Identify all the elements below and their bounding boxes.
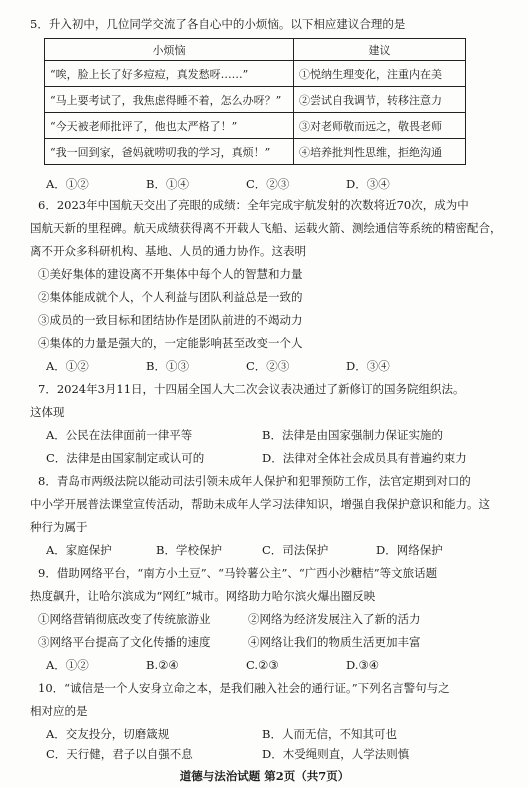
q6-statement: ①美好集体的建设离不开集体中每个人的智慧和力量 <box>38 267 303 281</box>
q8-option-d: D．网络保护 <box>376 543 443 557</box>
q8-option-c: C．司法保护 <box>262 543 329 557</box>
q7-option-a: A．公民在法律面前一律平等 <box>46 428 193 442</box>
q10-stem-line: 相对应的是 <box>30 704 88 718</box>
table-cell: ②尝试自我调节，转移注意力 <box>294 87 466 113</box>
q5-table <box>44 38 466 165</box>
table-row <box>45 139 466 165</box>
table-cell: ③对老师敬而远之，敬畏老师 <box>294 113 466 139</box>
table-cell: ①悦纳生理变化，注重内在美 <box>294 61 466 87</box>
q9-statement: ①网络营销彻底改变了传统旅游业 <box>38 612 211 626</box>
q6-stem-line: 离不开众多科研机构、基地、人员的通力协作。这表明 <box>30 244 306 258</box>
q9-option-b: B.②④ <box>146 658 179 672</box>
q10-option-d: D．木受绳则直，人学法则慎 <box>262 747 410 761</box>
q6-option-c: C．②③ <box>246 359 290 373</box>
q9-statement: ④网络让我们的物质生活更加丰富 <box>248 635 421 649</box>
table-cell: “唉，脸上长了好多痘痘，真发愁呀……” <box>45 61 294 87</box>
q6-option-b: B．①③ <box>146 359 189 373</box>
table-cell: “我一回到家，爸妈就唠叨我的学习，真烦！” <box>45 139 294 165</box>
q7-option-c: C．法律是由国家制定或认可的 <box>46 451 205 465</box>
table-header-row <box>45 39 466 61</box>
q9-stem-line: 热度飙升，让哈尔滨成为“网红”城市。网络助力哈尔滨火爆出圈反映 <box>30 589 376 603</box>
table-row <box>45 87 466 113</box>
q8-stem-line: 中小学开展普法课堂宣传活动，帮助未成年人学习法律知识，增强自我保护意识和能力。这 <box>30 497 490 511</box>
page-footer: 道德与法治试题 第2页（共7页） <box>179 769 350 783</box>
q5-stem: 5．升入初中，几位同学交流了各自心中的小烦恼。以下相应建议合理的是 <box>30 17 406 31</box>
q10-option-b: B．人而无信，不知其可也 <box>262 727 397 741</box>
q9-option-d: D.③④ <box>346 658 380 672</box>
q5-option-c: C．②③ <box>246 177 290 191</box>
q9-option-a: A．①② <box>46 658 89 672</box>
q10-option-a: A．交友投分，切磨箴规 <box>46 727 170 741</box>
q8-stem-line: 种行为属于 <box>30 520 88 534</box>
q5-option-b: B．①④ <box>146 177 189 191</box>
q9-statement: ②网络为经济发展注入了新的活力 <box>248 612 421 626</box>
q6-stem-line: 国航天新的里程碑。航天成绩获得离不开载人飞船、运载火箭、测绘通信等系统的精密配合， <box>30 221 502 235</box>
q7-option-b: B．法律是由国家强制力保证实施的 <box>262 428 443 442</box>
q10-option-c: C．天行健，君子以自强不息 <box>46 747 193 761</box>
table-cell: “马上要考试了，我焦虑得睡不着，怎么办呀？” <box>45 87 294 113</box>
q8-option-b: B．学校保护 <box>156 543 222 557</box>
q6-statement: ④集体的力量是强大的，一定能影响甚至改变一个人 <box>38 336 303 350</box>
q5-option-d: D．③④ <box>346 177 390 191</box>
q6-option-a: A．①② <box>46 359 89 373</box>
table-cell: ④培养批判性思维，拒绝沟通 <box>294 139 466 165</box>
q6-statement: ②集体能成就个人，个人利益与团队利益总是一致的 <box>38 290 303 304</box>
table-header-advice: 建议 <box>294 39 466 61</box>
table-row <box>45 113 466 139</box>
q9-statement: ③网络平台提高了文化传播的速度 <box>38 635 211 649</box>
q7-option-d: D．法律对全体社会成员具有普遍约束力 <box>262 451 467 465</box>
q9-stem-line: 9．借助网络平台，“南方小土豆”、“马铃薯公主”、“广西小沙糖桔”等文旅话题 <box>38 566 438 580</box>
q8-option-a: A．家庭保护 <box>46 543 112 557</box>
table-row <box>45 61 466 87</box>
q10-stem-line: 10．“诚信是一个人安身立命之本，是我们融入社会的通行证。”下列名言警句与之 <box>38 681 450 695</box>
q9-option-c: C.②③ <box>246 658 279 672</box>
q6-stem-line: 6．2023年中国航天交出了亮眼的成绩：全年完成宇航发射的次数将近70次，成为中 <box>38 198 469 212</box>
q5-option-a: A．①② <box>46 177 89 191</box>
q6-option-d: D．③④ <box>346 359 390 373</box>
q6-statement: ③成员的一致目标和团结协作是团队前进的不竭动力 <box>38 313 303 327</box>
q7-stem-line: 7．2024年3月11日，十四届全国人大二次会议表决通过了新修订的国务院组织法。 <box>38 382 465 396</box>
q8-stem-line: 8．青岛市两级法院以能动司法引领未成年人保护和犯罪预防工作，法官定期到对口的 <box>38 474 471 488</box>
table-header-worries: 小烦恼 <box>45 39 294 61</box>
table-cell: “今天被老师批评了，他也太严格了！” <box>45 113 294 139</box>
q7-stem-line: 这体现 <box>30 405 65 419</box>
